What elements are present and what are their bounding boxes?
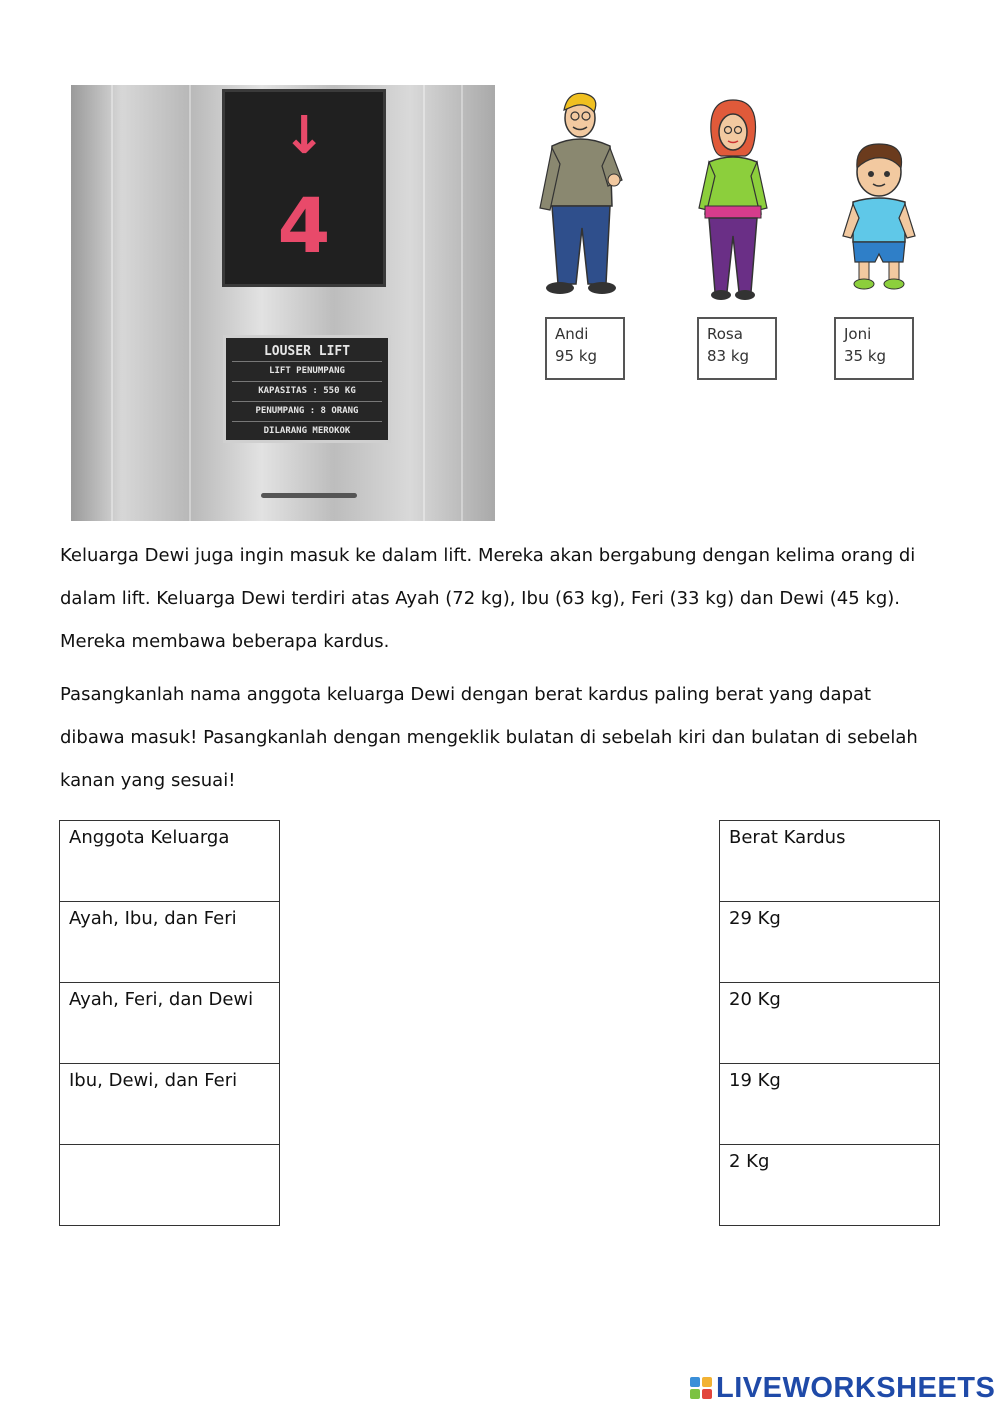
intro-paragraph: Keluarga Dewi juga ingin masuk ke dalam lift. Mereka akan bergabung dengan kelima orang di dalam lift. Keluarga Dewi terdiri atas Ayah (72 kg), Ibu (63 kg), Feri (33 kg) dan Dewi (45 kg). Mereka membawa beberapa kardus. [60, 545, 916, 652]
person-name: Joni [844, 325, 872, 343]
joni-illustration [835, 138, 923, 292]
andi-card [545, 317, 625, 380]
table-header: Berat Kardus [720, 821, 940, 902]
lift-floor-number: 4 [277, 181, 331, 270]
person-name: Rosa [707, 325, 743, 343]
logo-square [702, 1377, 712, 1387]
weight-option[interactable]: 29 Kg [720, 902, 940, 983]
lift-floor-display [222, 89, 386, 287]
weight-option[interactable]: 19 Kg [720, 1064, 940, 1145]
person-name: Andi [555, 325, 589, 343]
family-option[interactable]: Ayah, Feri, dan Dewi [60, 983, 280, 1064]
plate-line: DILARANG MEROKOK [263, 426, 351, 436]
plate-line: LIFT PENUMPANG [232, 362, 382, 382]
lift-slot [261, 493, 357, 498]
lift-panel-photo [71, 85, 495, 521]
box-weight-table [719, 820, 940, 1226]
plate-line: KAPASITAS : 550 KG [232, 382, 382, 402]
family-members-table [59, 820, 280, 1226]
family-option[interactable]: Ibu, Dewi, dan Feri [60, 1064, 280, 1145]
family-option[interactable] [60, 1145, 280, 1226]
person-weight: 35 kg [844, 347, 887, 365]
logo-square [690, 1389, 700, 1399]
weight-option[interactable]: 2 Kg [720, 1145, 940, 1226]
down-arrow-icon: ↓ [282, 106, 326, 166]
joni-card [834, 317, 914, 380]
table-header: Anggota Keluarga [60, 821, 280, 902]
logo-square [690, 1377, 700, 1387]
lift-capacity-plate [223, 335, 391, 443]
weight-option[interactable]: 20 Kg [720, 983, 940, 1064]
liveworksheets-brand [690, 1370, 995, 1406]
person-weight: 83 kg [707, 347, 750, 365]
instruction-paragraph: Pasangkanlah nama anggota keluarga Dewi dengan berat kardus paling berat yang dapat dibawa masuk! Pasangkanlah dengan mengeklik bulatan di sebelah kiri dan bulatan di sebelah kanan yang sesuai! [60, 684, 918, 791]
logo-square [702, 1389, 712, 1399]
rosa-illustration [683, 96, 783, 301]
rosa-card [697, 317, 777, 380]
family-option[interactable]: Ayah, Ibu, dan Feri [60, 902, 280, 983]
brand-name: LIVEWORKSHEETS [716, 1371, 996, 1404]
person-weight: 95 kg [555, 347, 598, 365]
plate-line: PENUMPANG : 8 ORANG [232, 402, 382, 422]
liveworksheets-logo-icon [690, 1377, 712, 1399]
andi-illustration [530, 88, 630, 298]
plate-line: LOUSER LIFT [232, 342, 382, 362]
